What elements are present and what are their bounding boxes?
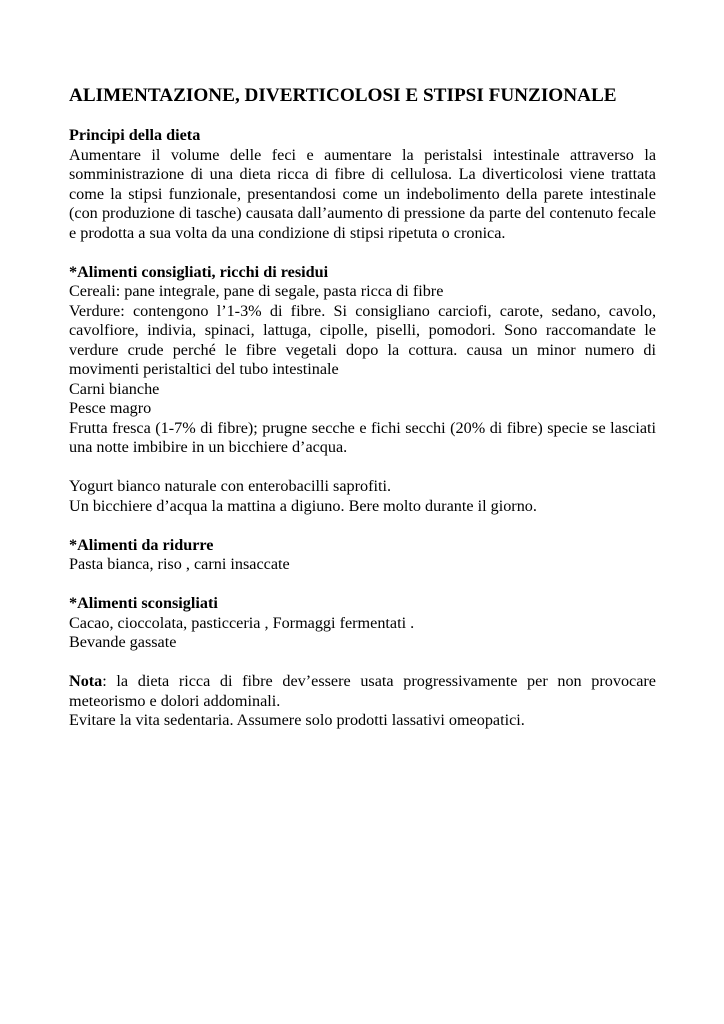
text-ridurre: Pasta bianca, riso , carni insaccate [69, 555, 290, 573]
document-title: ALIMENTAZIONE, DIVERTICOLOSI E STIPSI FUNZIONALE [69, 85, 617, 106]
section-consigliati [69, 263, 656, 458]
heading-consigliati: *Alimenti consigliati, ricchi di residui [69, 262, 329, 281]
heading-principi: Principi della dieta [69, 126, 201, 144]
section-ridurre [69, 536, 656, 575]
text-pesce: Pesce magro [69, 399, 152, 417]
text-verdure: Verdure: contengono l’1-3% di fibre. Si consigliano carciofi, carote, sedano, cavolo, cavolfiore, indivia, spinaci, lattuga, cipolle, piselli, pomodori. Sono raccomandate le verdure crude perché le fibre vegetali dopo la cottura. causa un minor numero di movimenti peristaltici del tubo intestinale [69, 301, 656, 378]
heading-sconsigliati: *Alimenti sconsigliati [69, 594, 218, 612]
text-nota-2: Evitare la vita sedentaria. Assumere solo prodotti lassativi omeopatici. [69, 711, 525, 729]
section-principi [69, 126, 656, 243]
text-cereali: Cereali: pane integrale, pane di segale, pasta ricca di fibre [69, 282, 444, 300]
section-yogurt [69, 477, 656, 516]
heading-ridurre: *Alimenti da ridurre [69, 535, 214, 554]
section-sconsigliati [69, 594, 656, 653]
text-sconsigliati-1: Cacao, cioccolata, pasticceria , Formaggi fermentati . [69, 613, 415, 632]
text-frutta: Frutta fresca (1-7% di fibre); prugne secche e fichi secchi (20% di fibre) specie se lasciati una notte imbibire in un bicchiere d’acqua. [69, 418, 656, 456]
nota-label: Nota [69, 672, 103, 690]
section-nota [69, 672, 656, 731]
text-yogurt: Yogurt bianco naturale con enterobacilli saprofiti. [69, 477, 392, 495]
text-nota [69, 672, 656, 711]
text-sconsigliati-2: Bevande gassate [69, 633, 177, 651]
text-carni: Carni bianche [69, 379, 160, 398]
document-page [69, 84, 656, 750]
text-principi: Aumentare il volume delle feci e aumentare la peristalsi intestinale attraverso la somministrazione di una dieta ricca di fibre di cellulosa. La diverticolosi viene trattata come la stipsi funzionale, presentandosi come un indebolimento della parete intestinale (con produzione di tasche) causata dall’aumento di pressione da parte del contenuto fecale e prodotta a sua volta da una condizione di stipsi ripetuta o cronica. [69, 145, 656, 242]
nota-text: : la dieta ricca di fibre dev’essere usata progressivamente per non provocare meteorismo e dolori addominali. [69, 672, 656, 710]
text-acqua: Un bicchiere d’acqua la mattina a digiuno. Bere molto durante il giorno. [69, 496, 537, 515]
